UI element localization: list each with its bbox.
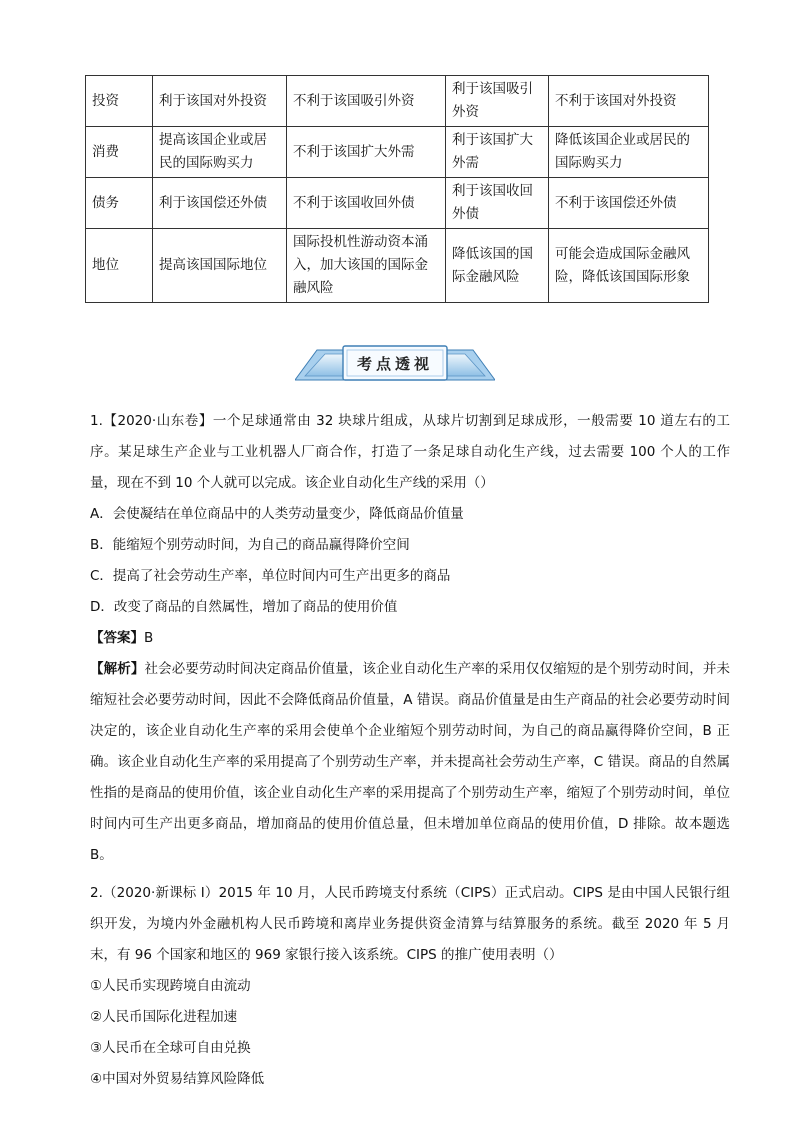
analysis-tag: 【解析】	[90, 661, 145, 677]
table-cell: 利于该国偿还外债	[153, 178, 287, 229]
table-cell: 不利于该国收回外债	[287, 178, 446, 229]
table-row	[86, 178, 709, 229]
table-row	[86, 229, 709, 303]
table-cell: 国际投机性游动资本涌入，加大该国的国际金融风险	[287, 229, 446, 303]
table-cell: 利于该国扩大外需	[446, 127, 549, 178]
row-label: 地位	[86, 229, 153, 303]
answer-tag: 【答案】	[90, 630, 144, 646]
question-stem: 2.（2020·新课标 I）2015 年 10 月，人民币跨境支付系统（CIPS）正式启动。CIPS 是由中国人民银行组织开发，为境内外金融机构人民币跨境和离岸业务提供资金清算与结算服务的系统。截至 2020 年 5 月末，有 96 个国家和地区的 969 家银行接入该系统。CIPS 的推广使用表明（）	[90, 885, 730, 963]
question-1	[90, 406, 730, 871]
table-row	[86, 76, 709, 127]
comparison-table	[85, 75, 709, 303]
table-cell: 不利于该国偿还外债	[549, 178, 709, 229]
banner-title: 考点透视	[356, 355, 434, 373]
table-cell: 降低该国的国际金融风险	[446, 229, 549, 303]
section-banner	[295, 342, 495, 388]
analysis-paragraph	[90, 654, 730, 871]
answer-line	[90, 623, 730, 654]
table-cell: 利于该国吸引外资	[446, 76, 549, 127]
table-cell: 不利于该国扩大外需	[287, 127, 446, 178]
option-d: D．改变了商品的自然属性，增加了商品的使用价值	[90, 599, 398, 615]
row-label: 投资	[86, 76, 153, 127]
statement-4: ④中国对外贸易结算风险降低	[90, 1071, 265, 1087]
table-cell: 利于该国收回外债	[446, 178, 549, 229]
table-cell: 提高该国国际地位	[153, 229, 287, 303]
analysis-text: 社会必要劳动时间决定商品价值量，该企业自动化生产率的采用仅仅缩短的是个别劳动时间，并未缩短社会必要劳动时间，因此不会降低商品价值量，A 错误。商品价值量是由生产商品的社会必要劳动时间决定的，该企业自动化生产率的采用会使单个企业缩短个别劳动时间，为自己的商品赢得降价空间，B 正确。该企业自动化生产率的采用提高了个别劳动生产率，并未提高社会劳动生产率，C 错误。商品的自然属性指的是商品的使用价值，该企业自动化生产率的采用提高了个别劳动生产率，缩短了个别劳动时间，单位时间内可生产出更多商品，增加商品的使用价值总量，但未增加单位商品的使用价值，D 排除。故本题选 B。	[90, 661, 731, 863]
table-cell: 可能会造成国际金融风险，降低该国国际形象	[549, 229, 709, 303]
option-b: B．能缩短个别劳动时间，为自己的商品赢得降价空间	[90, 537, 410, 553]
table-cell: 不利于该国吸引外资	[287, 76, 446, 127]
statement-1: ①人民币实现跨境自由流动	[90, 978, 251, 994]
table-cell: 提高该国企业或居民的国际购买力	[153, 127, 287, 178]
table-cell: 利于该国对外投资	[153, 76, 287, 127]
question-2	[90, 878, 730, 1095]
row-label: 消费	[86, 127, 153, 178]
question-stem: 1.【2020·山东卷】一个足球通常由 32 块球片组成，从球片切割到足球成形，一般需要 10 道左右的工序。某足球生产企业与工业机器人厂商合作，打造了一条足球自动化生产线，过去需要 100 个人的工作量，现在不到 10 个人就可以完成。该企业自动化生产线的采用（）	[90, 413, 730, 491]
statement-3: ③人民币在全球可自由兑换	[90, 1040, 251, 1056]
table-cell: 降低该国企业或居民的国际购买力	[549, 127, 709, 178]
table-row	[86, 127, 709, 178]
row-label: 债务	[86, 178, 153, 229]
option-c: C．提高了社会劳动生产率，单位时间内可生产出更多的商品	[90, 568, 451, 584]
table-cell: 不利于该国对外投资	[549, 76, 709, 127]
option-a: A．会使凝结在单位商品中的人类劳动量变少，降低商品价值量	[90, 506, 464, 522]
statement-2: ②人民币国际化进程加速	[90, 1009, 238, 1025]
answer-value: B	[144, 630, 154, 646]
